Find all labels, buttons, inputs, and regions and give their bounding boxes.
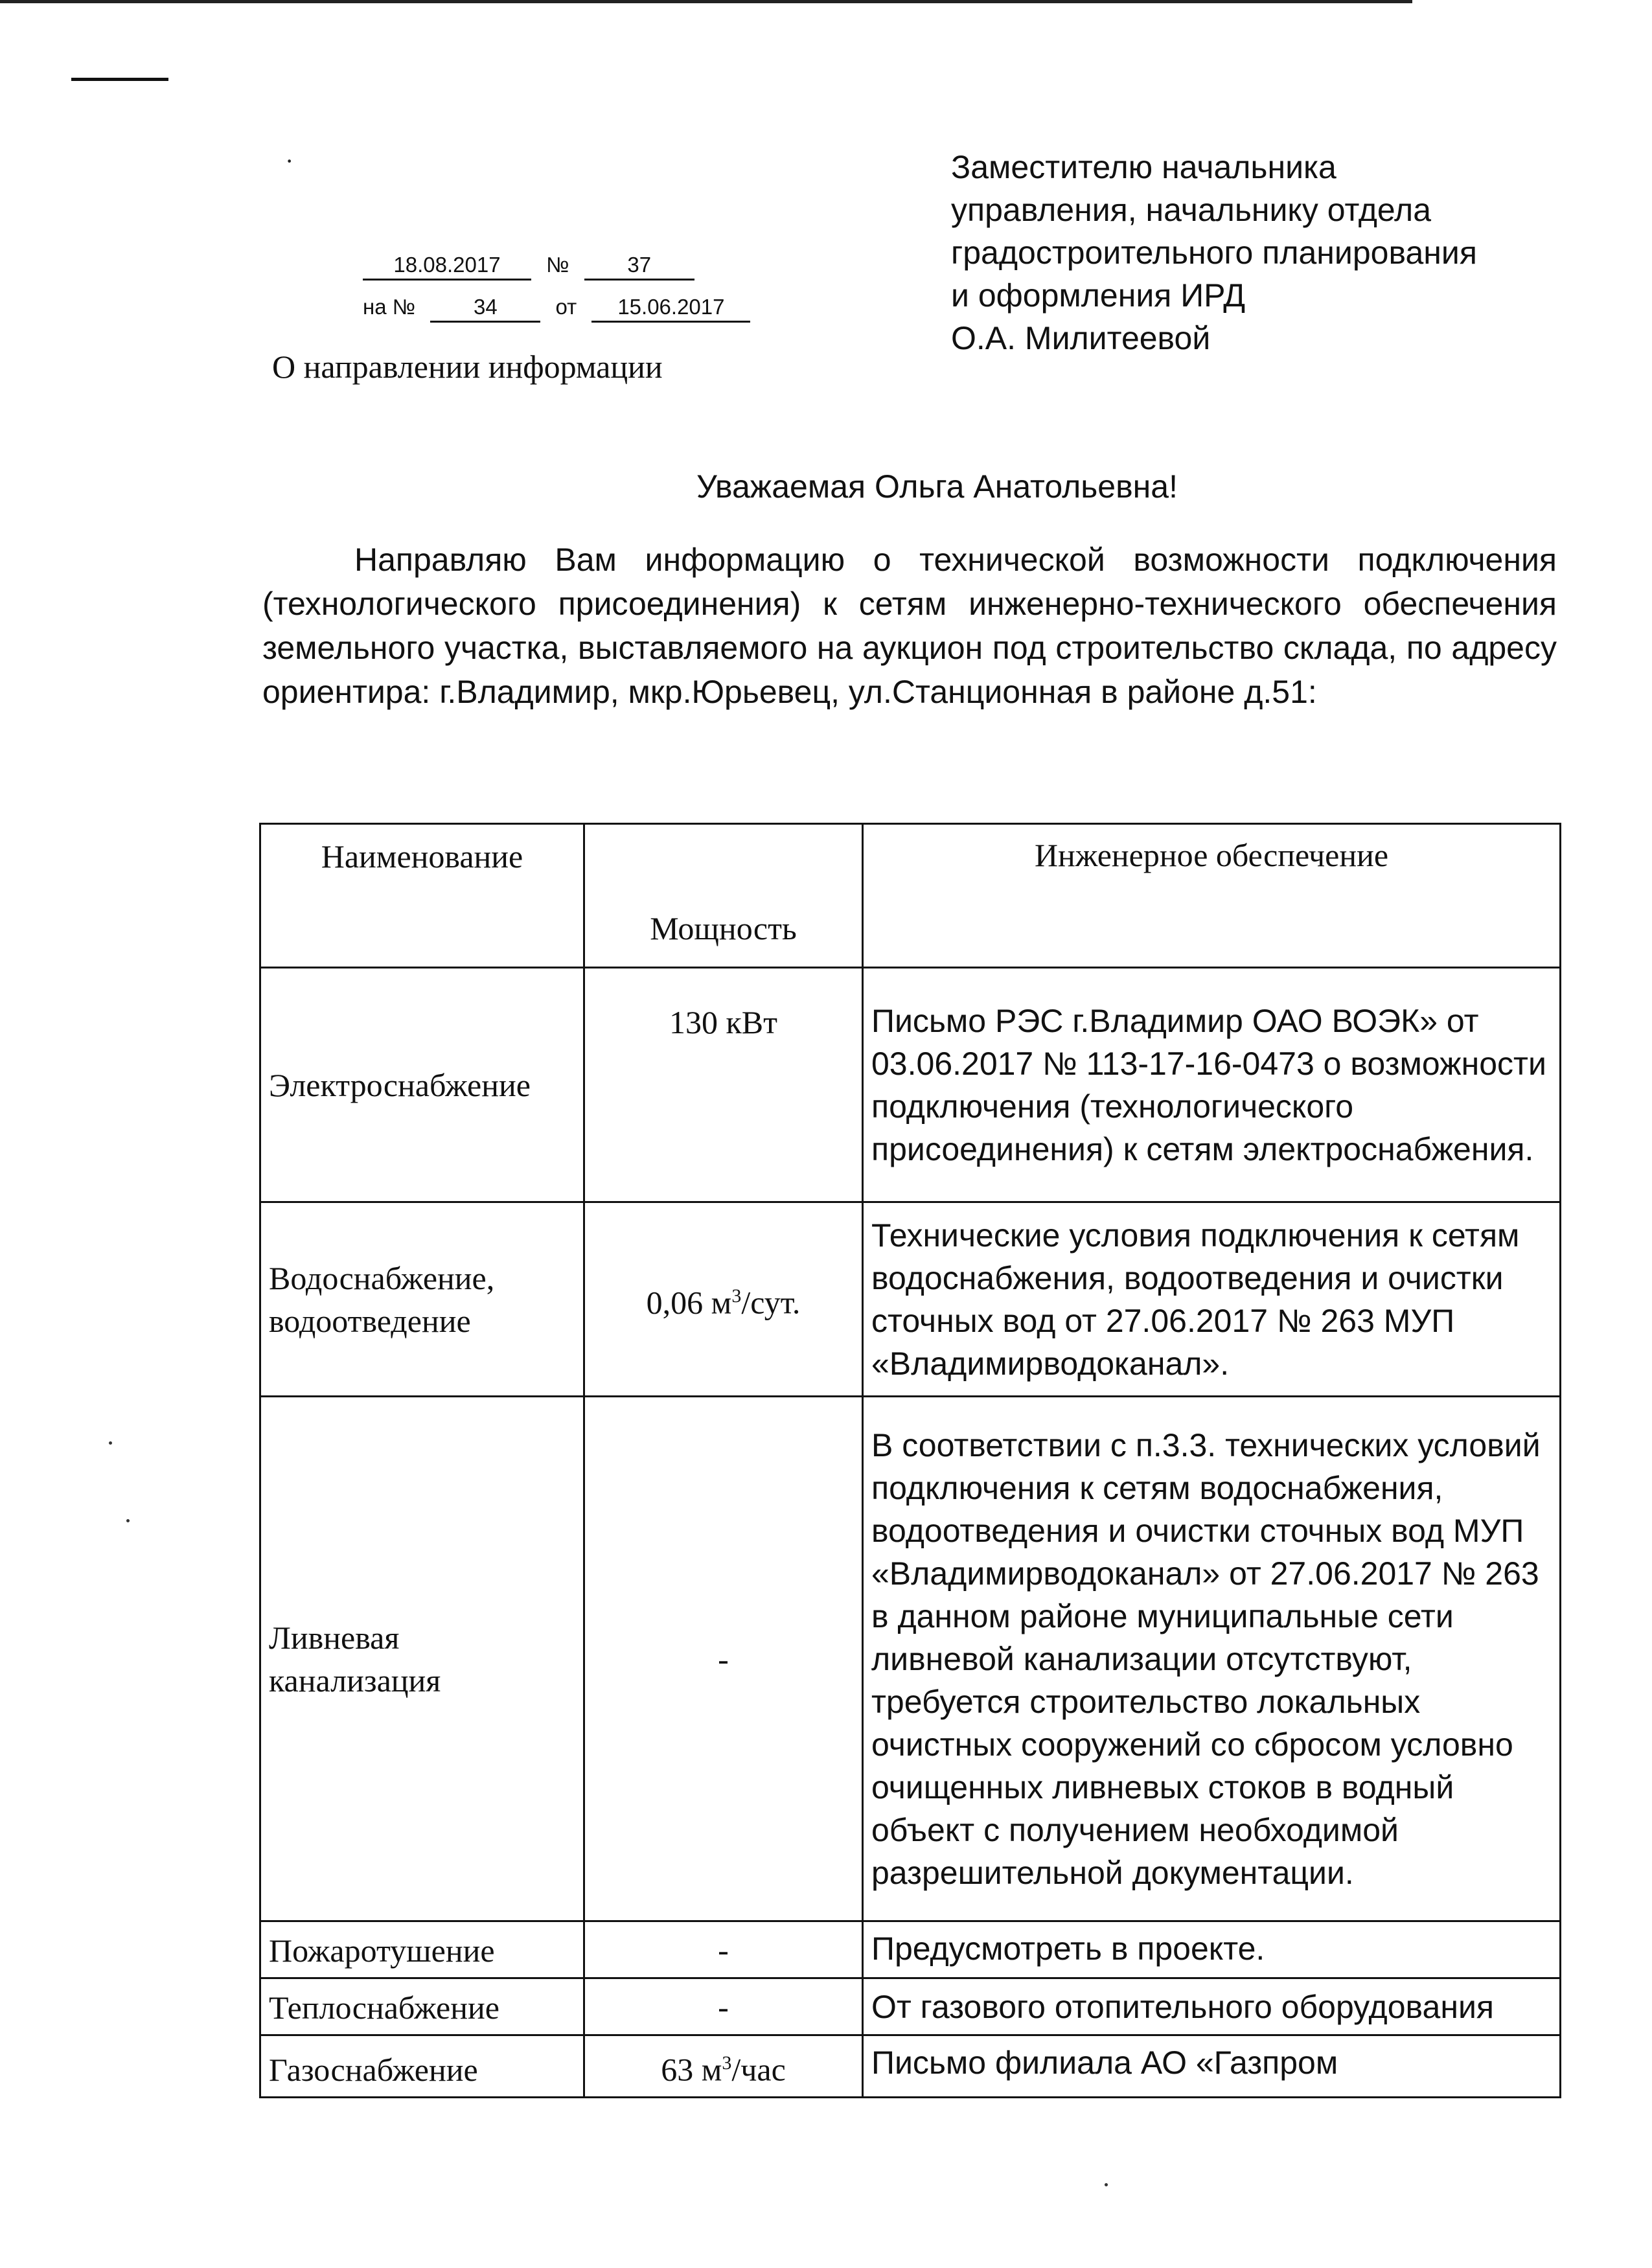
power-unit: /час [731, 2051, 786, 2088]
addressee-line: Заместителю начальника [951, 149, 1337, 185]
reply-registration [363, 295, 750, 323]
addressee-line: градостроительного планирования [951, 235, 1477, 271]
row-name: Теплоснабжение [260, 1978, 584, 2035]
table-row [260, 968, 1561, 1202]
row-engineering: Технические условия подключения к сетям водоснабжения, водоотведения и очистки сточных вод от 27.06.2017 № 263 МУП «Владимирводоканал». [863, 1202, 1561, 1397]
scan-speck [109, 1441, 112, 1445]
addressee-line: О.А. Милитеевой [951, 320, 1211, 356]
table-row [260, 1397, 1561, 1921]
power-unit: /сут. [741, 1284, 801, 1321]
outgoing-number-label: № [546, 253, 569, 277]
outgoing-number: 37 [584, 253, 694, 281]
row-power: - [584, 1397, 863, 1921]
row-name: Электроснабжение [260, 968, 584, 1202]
row-power [584, 2035, 863, 2098]
table-header-row [260, 824, 1561, 968]
row-name: Газоснабжение [260, 2035, 584, 2098]
scan-mark-dash [71, 78, 168, 81]
scan-speck [126, 1519, 130, 1522]
row-power: - [584, 1921, 863, 1978]
reply-to-number: 34 [430, 295, 540, 323]
row-name: Водоснабжение, водоотведение [260, 1202, 584, 1397]
power-value: 63 м [661, 2051, 722, 2088]
engineering-table [259, 823, 1561, 2098]
reply-from-label: от [555, 295, 577, 319]
row-power [584, 1202, 863, 1397]
row-engineering: От газового отопительного оборудования [863, 1978, 1561, 2035]
addressee-line: управления, начальнику отдела [951, 192, 1432, 228]
row-engineering: В соответствии с п.3.3. технических условий подключения к сетям водоснабжения, водоотведения и очистки сточных вод МУП «Владимирводоканал» от 27.06.2017 № 263 в данном районе муниципальные сети ливневой канализации отсутствуют, требуется строительство локальных очистных сооружений со сбросом условно очищенных ливневых стоков в водный объект с получением необходимой разрешительной документации. [863, 1397, 1561, 1921]
reply-from-date: 15.06.2017 [591, 295, 750, 323]
header-engineering: Инженерное обеспечение [863, 824, 1561, 968]
letter-subject: О направлении информации [272, 349, 663, 385]
row-power: - [584, 1978, 863, 2035]
table-row [260, 1202, 1561, 1397]
corner-mark: · [285, 146, 294, 176]
power-superscript: 3 [722, 2052, 732, 2074]
outgoing-registration [363, 253, 694, 281]
table-row [260, 1921, 1561, 1978]
outgoing-date: 18.08.2017 [363, 253, 531, 281]
header-power: Мощность [584, 824, 863, 968]
reply-to-label: на № [363, 295, 416, 319]
row-engineering: Предусмотреть в проекте. [863, 1921, 1561, 1978]
table-row [260, 2035, 1561, 2098]
power-superscript: 3 [731, 1285, 742, 1307]
salutation: Уважаемая Ольга Анатольевна! [696, 468, 1178, 505]
scan-edge-line [0, 0, 1412, 3]
row-name: Пожаротушение [260, 1921, 584, 1978]
row-name: Ливневая канализация [260, 1397, 584, 1921]
addressee-line: и оформления ИРД [951, 277, 1246, 314]
table-row [260, 1978, 1561, 2035]
body-paragraph: Направляю Вам информацию о технической возможности подключения (технологического присоединения) к сетям инженерно-технического обеспечения земельного участка, выставляемого на аукцион под строительство склада, по адресу ориентира: г.Владимир, мкр.Юрьевец, ул.Станционная в районе д.51: [262, 542, 1557, 710]
row-power: 130 кВт [584, 968, 863, 1202]
row-engineering: Письмо филиала АО «Газпром [863, 2035, 1561, 2098]
scan-speck [1105, 2183, 1108, 2186]
row-engineering: Письмо РЭС г.Владимир ОАО ВОЭК» от 03.06.2017 № 113-17-16-0473 о возможности подключения (технологического присоединения) к сетям электроснабжения. [863, 968, 1561, 1202]
power-value: 0,06 м [646, 1284, 732, 1321]
header-name: Наименование [260, 824, 584, 968]
addressee-block [951, 146, 1477, 360]
